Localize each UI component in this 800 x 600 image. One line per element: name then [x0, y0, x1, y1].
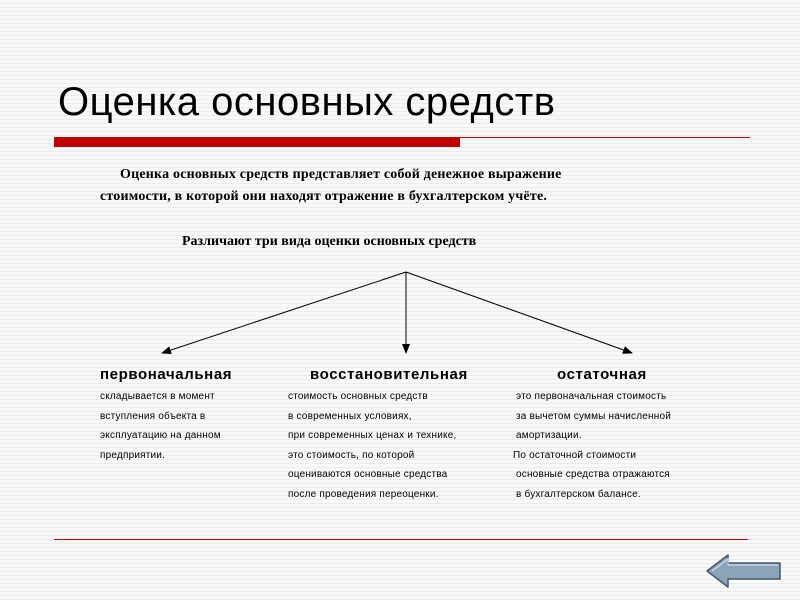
column-residual-line: По остаточной стоимости: [513, 450, 637, 461]
column-replacement-line: после проведения переоценки.: [288, 489, 439, 500]
column-replacement-line: при современных ценах и технике,: [288, 430, 457, 441]
arrow-right: [406, 272, 632, 353]
intro-line-1: Оценка основных средств представляет собой денежное выражение: [120, 167, 562, 182]
column-residual-line: в бухгалтерском балансе.: [516, 489, 641, 500]
column-initial-line: вступления объекта в: [100, 411, 206, 422]
slide-title: Оценка основных средств: [58, 80, 556, 124]
column-heading-residual: остаточная: [557, 366, 647, 383]
column-residual-line: за вычетом суммы начисленной: [516, 411, 671, 422]
column-initial-line: складывается в момент: [100, 391, 215, 402]
arrow-left: [162, 272, 406, 353]
column-replacement-line: это стоимость, по которой: [288, 450, 415, 461]
arrow-left-icon: [704, 552, 784, 590]
bottom-divider: [54, 539, 748, 540]
column-heading-replacement: восстановительная: [310, 366, 468, 383]
column-residual-line: основные средства отражаются: [516, 469, 670, 480]
column-initial-line: предприятии.: [100, 450, 166, 461]
back-button[interactable]: [704, 552, 784, 590]
intro-line-2: стоимости, в которой они находят отражение в бухгалтерском учёте.: [100, 189, 548, 204]
column-replacement-line: стоимость основных средств: [288, 391, 428, 402]
column-replacement-line: оцениваются основные средства: [288, 469, 448, 480]
column-heading-initial: первоначальная: [100, 366, 233, 383]
column-initial-line: эксплуатацию на данном: [100, 430, 221, 441]
types-subheading: Различают три вида оценки основных средств: [182, 234, 477, 249]
column-replacement-line: в современных условиях,: [288, 411, 412, 422]
column-residual-line: это первоначальная стоимость: [516, 391, 667, 402]
column-residual-line: амортизации.: [516, 430, 582, 441]
